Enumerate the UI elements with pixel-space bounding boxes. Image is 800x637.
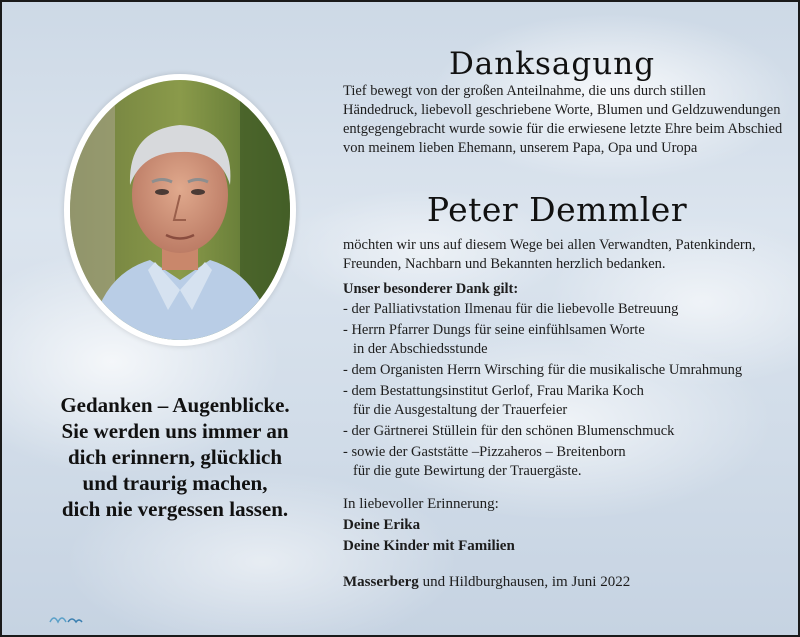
portrait-photo (70, 80, 290, 340)
list-item (343, 382, 783, 420)
list-item (343, 300, 783, 319)
list-item-text: - der Gärtnerei Stüllein für den schönen Blumenschmuck (343, 423, 675, 439)
memory-intro: In liebevoller Erinnerung: (343, 496, 499, 512)
publisher-logo-icon (48, 610, 84, 626)
special-thanks-list (343, 300, 783, 483)
intro-paragraph: Tief bewegt von der großen Anteilnahme, die uns durch stillen Händedruck, liebevoll geschriebene Worte, Blumen und Geldzuwendungen entgegengebracht wurde sowie für die erwiesene letzte Ehre beim Abschied von meinem lieben Ehemann, unserem Papa, Opa und Uropa (343, 83, 783, 156)
place-name: Masserberg (343, 574, 419, 590)
quote-line: dich nie vergessen lassen. (61, 497, 289, 521)
thanks-paragraph: möchten wir uns auf diesem Wege bei allen Verwandten, Patenkindern, Freunden, Nachbarn und Bekannten herzlich bedanken. (343, 237, 756, 272)
signatory: Deine Erika (343, 517, 421, 533)
notice-title: Danksagung (448, 46, 656, 82)
list-item-text: - Herrn Pfarrer Dungs für seine einfühlsamen Worte (343, 322, 645, 338)
list-item-text: - sowie der Gaststätte –Pizzaheros – Breitenborn (343, 444, 626, 460)
quote-line: Gedanken – Augenblicke. (60, 393, 290, 417)
list-item (343, 422, 783, 441)
list-item-continuation: für die gute Bewirtung der Trauergäste. (353, 463, 582, 479)
place-date-line (343, 572, 630, 593)
list-item-continuation: für die Ausgestaltung der Trauerfeier (353, 402, 568, 418)
list-item-text: - dem Organisten Herrn Wirsching für die musikalische Umrahmung (343, 362, 743, 378)
list-item-text: - dem Bestattungsinstitut Gerlof, Frau Marika Koch (343, 383, 644, 399)
deceased-name: Peter Demmler (426, 190, 688, 229)
signatory: Deine Kinder mit Familien (343, 538, 515, 554)
list-item (343, 361, 783, 380)
list-item-text: - der Palliativstation Ilmenau für die liebevolle Betreuung (343, 301, 679, 317)
place-date-rest: und Hildburghausen, im Juni 2022 (418, 574, 631, 590)
memorial-quote (30, 392, 320, 522)
list-item (343, 443, 783, 481)
memory-block (343, 494, 515, 557)
list-item (343, 321, 783, 359)
quote-line: dich erinnern, glücklich (67, 445, 283, 469)
quote-line: Sie werden uns immer an (61, 419, 289, 443)
special-thanks-heading: Unser besonderer Dank gilt: (343, 281, 519, 297)
list-item-continuation: in der Abschiedsstunde (353, 341, 488, 357)
quote-line: und traurig machen, (82, 471, 268, 495)
